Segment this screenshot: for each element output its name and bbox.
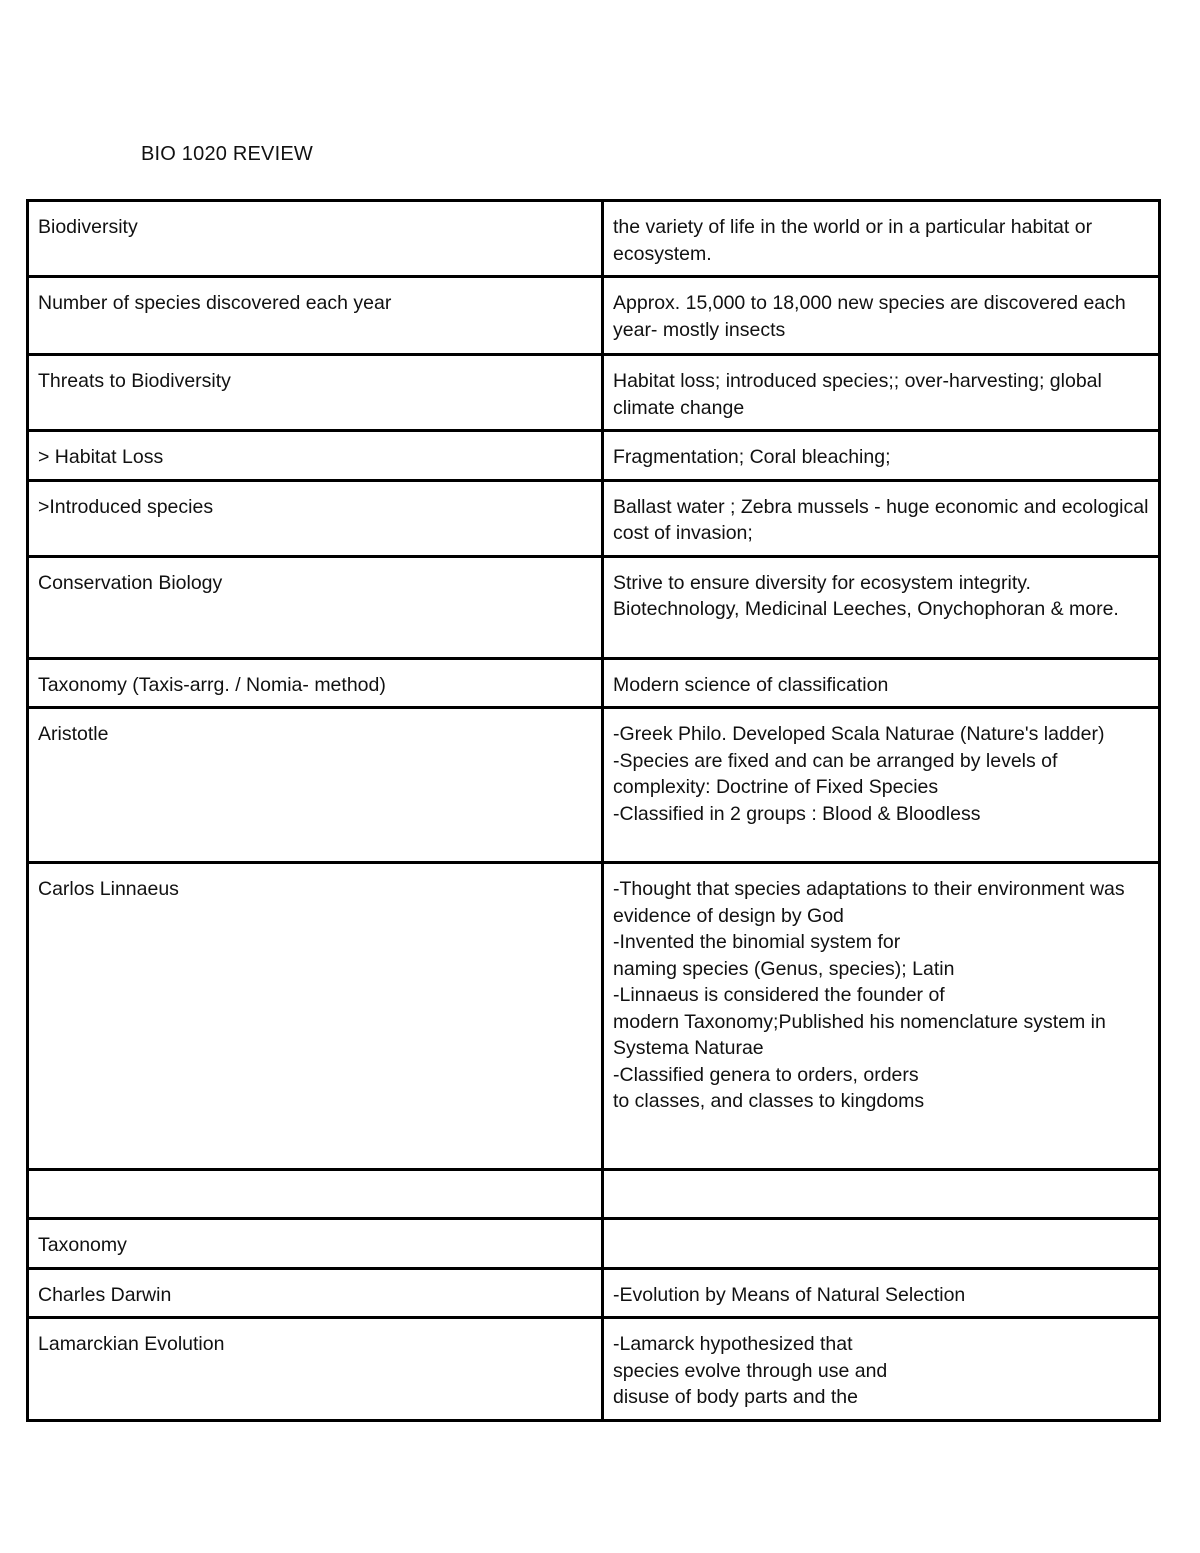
definition-cell: -Evolution by Means of Natural Selection — [603, 1268, 1160, 1318]
table-row — [28, 556, 1160, 658]
term-cell: Conservation Biology — [28, 556, 603, 658]
review-table — [26, 199, 1161, 1422]
table-row — [28, 277, 1160, 355]
definition-cell: -Lamarck hypothesized that species evolve through use and disuse of body parts and the — [603, 1318, 1160, 1421]
definition-cell: Fragmentation; Coral bleaching; — [603, 431, 1160, 481]
table-row — [28, 1318, 1160, 1421]
definition-cell: -Greek Philo. Developed Scala Naturae (Nature's ladder) -Species are fixed and can be arranged by levels of complexity: Doctrine of Fixed Species -Classified in 2 groups : Blood & Bloodless — [603, 708, 1160, 863]
definition-cell: -Thought that species adaptations to their environment was evidence of design by God -Invented the binomial system for naming species (Genus, species); Latin -Linnaeus is considered the founder of modern Taxonomy;Published his nomenclature system in Systema Naturae -Classified genera to orders, orders to classes, and classes to kingdoms — [603, 863, 1160, 1170]
definition-cell: the variety of life in the world or in a particular habitat or ecosystem. — [603, 201, 1160, 277]
definition-cell — [603, 1219, 1160, 1269]
table-row — [28, 480, 1160, 556]
definition-cell: Ballast water ; Zebra mussels - huge economic and ecological cost of invasion; — [603, 480, 1160, 556]
table-row — [28, 1268, 1160, 1318]
term-cell: Biodiversity — [28, 201, 603, 277]
definition-cell: Approx. 15,000 to 18,000 new species are discovered each year- mostly insects — [603, 277, 1160, 355]
definition-cell: Habitat loss; introduced species;; over-harvesting; global climate change — [603, 355, 1160, 431]
term-cell: Carlos Linnaeus — [28, 863, 603, 1170]
definition-cell: Modern science of classification — [603, 658, 1160, 708]
definition-cell — [603, 1170, 1160, 1219]
term-cell: Threats to Biodiversity — [28, 355, 603, 431]
term-cell: Number of species discovered each year — [28, 277, 603, 355]
table-row — [28, 863, 1160, 1170]
document-title: BIO 1020 REVIEW — [141, 143, 313, 165]
term-cell: >Introduced species — [28, 480, 603, 556]
term-cell: > Habitat Loss — [28, 431, 603, 481]
term-cell: Aristotle — [28, 708, 603, 863]
term-cell: Taxonomy (Taxis-arrg. / Nomia- method) — [28, 658, 603, 708]
table-row — [28, 355, 1160, 431]
table-row-empty — [28, 1170, 1160, 1219]
definition-cell: Strive to ensure diversity for ecosystem integrity. Biotechnology, Medicinal Leeches, Onychophoran & more. — [603, 556, 1160, 658]
table-row — [28, 431, 1160, 481]
table-row — [28, 708, 1160, 863]
term-cell: Charles Darwin — [28, 1268, 603, 1318]
table-row — [28, 1219, 1160, 1269]
term-cell: Lamarckian Evolution — [28, 1318, 603, 1421]
term-cell: Taxonomy — [28, 1219, 603, 1269]
table-row — [28, 201, 1160, 277]
table-row — [28, 658, 1160, 708]
term-cell — [28, 1170, 603, 1219]
